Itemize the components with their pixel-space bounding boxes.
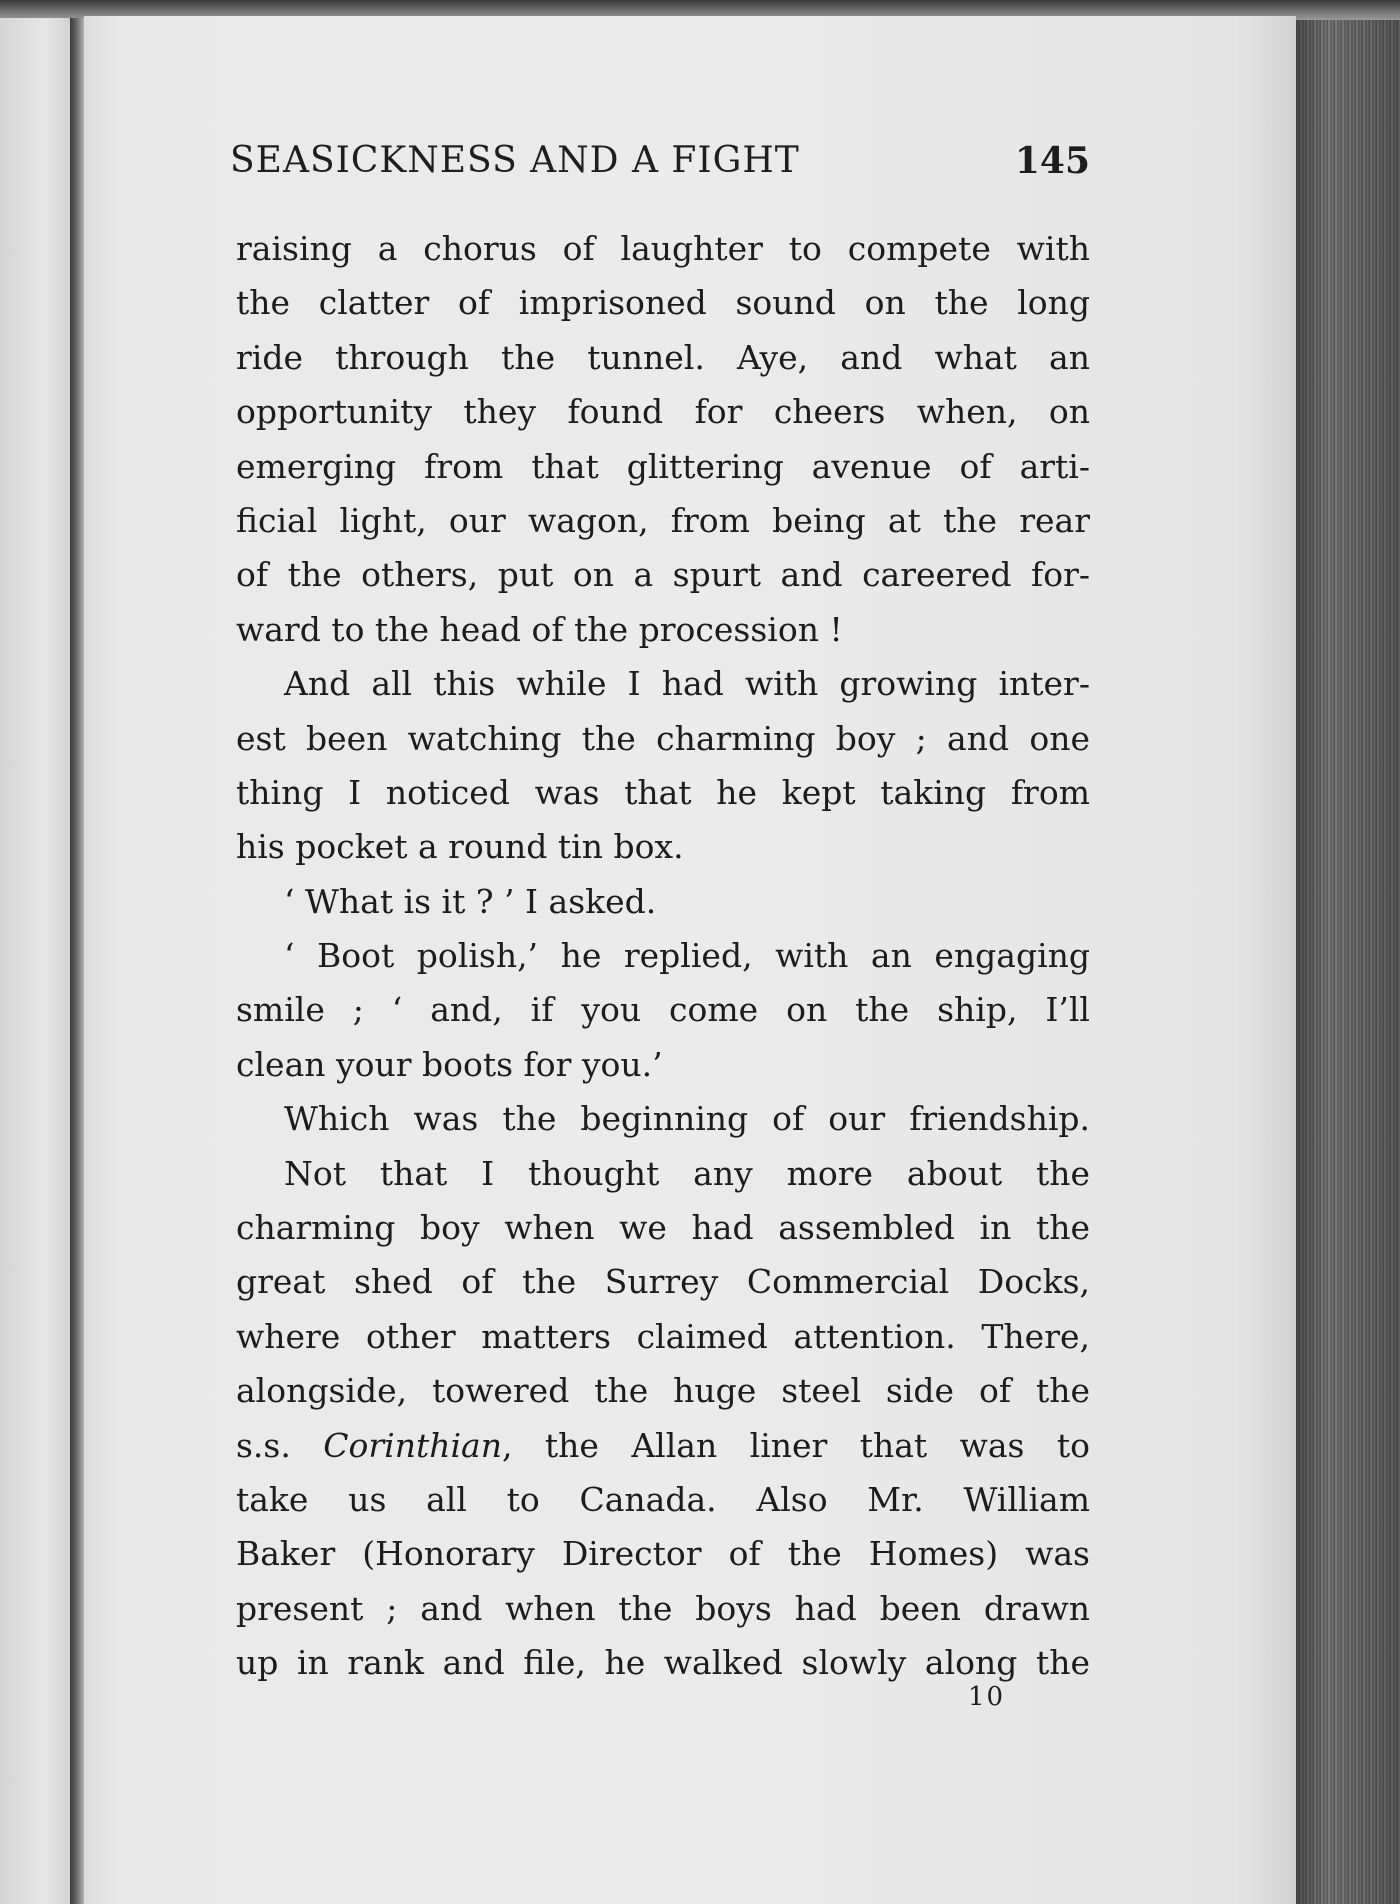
text-line: charming boy when we had assembled in the bbox=[236, 1208, 1090, 1248]
text-line: Baker (Honorary Director of the Homes) was bbox=[236, 1534, 1090, 1574]
text-line: ‘ What is it ? ’ I asked. bbox=[284, 881, 657, 921]
text-line: thing I noticed was that he kept taking from bbox=[236, 772, 1090, 812]
text-line: present ; and when the boys had been drawn bbox=[236, 1588, 1090, 1628]
text-line: great shed of the Surrey Commercial Docks, bbox=[236, 1262, 1090, 1302]
text-line: take us all to Canada. Also Mr. William bbox=[236, 1479, 1090, 1519]
text-line: his pocket a round tin box. bbox=[236, 827, 684, 867]
text-line: alongside, towered the huge steel side of the bbox=[236, 1371, 1090, 1411]
page-number: 145 bbox=[1014, 140, 1090, 182]
ship-name: Corinthian bbox=[323, 1425, 502, 1465]
text-line: emerging from that glittering avenue of arti- bbox=[236, 446, 1090, 486]
text-line: up in rank and file, he walked slowly along the bbox=[236, 1643, 1090, 1683]
signature-mark: 10 bbox=[968, 1682, 1006, 1712]
running-head bbox=[0, 140, 1090, 182]
text-line: of the others, put on a spurt and careered for- bbox=[236, 555, 1090, 595]
text-line: est been watching the charming boy ; and one bbox=[236, 718, 1090, 758]
text-line: ficial light, our wagon, from being at the rear bbox=[236, 500, 1090, 540]
text-line: And all this while I had with growing inter- bbox=[284, 664, 1090, 704]
text-line: Not that I thought any more about the bbox=[284, 1153, 1090, 1193]
text-line: clean your boots for you.’ bbox=[236, 1044, 663, 1084]
text-line: the clatter of imprisoned sound on the long bbox=[236, 283, 1090, 323]
running-head-title: SEASICKNESS AND A FIGHT bbox=[230, 140, 800, 181]
text-line: s.s. Corinthian, the Allan liner that was to bbox=[236, 1425, 1090, 1465]
text-line: where other matters claimed attention. There, bbox=[236, 1316, 1090, 1356]
text-line: ‘ Boot polish,’ he replied, with an engaging bbox=[284, 936, 1090, 976]
text-line: Which was the beginning of our friendship. bbox=[284, 1099, 1090, 1139]
text-line: smile ; ‘ and, if you come on the ship, I’ll bbox=[236, 990, 1090, 1030]
body-text bbox=[236, 222, 1090, 1691]
text-line: ward to the head of the procession ! bbox=[236, 609, 843, 649]
text-line: ride through the tunnel. Aye, and what an bbox=[236, 337, 1090, 377]
text-line: raising a chorus of laughter to compete with bbox=[236, 229, 1090, 268]
page-fore-edge bbox=[1296, 20, 1400, 1904]
text-line: opportunity they found for cheers when, on bbox=[236, 392, 1090, 432]
left-page-edge bbox=[0, 18, 74, 1904]
